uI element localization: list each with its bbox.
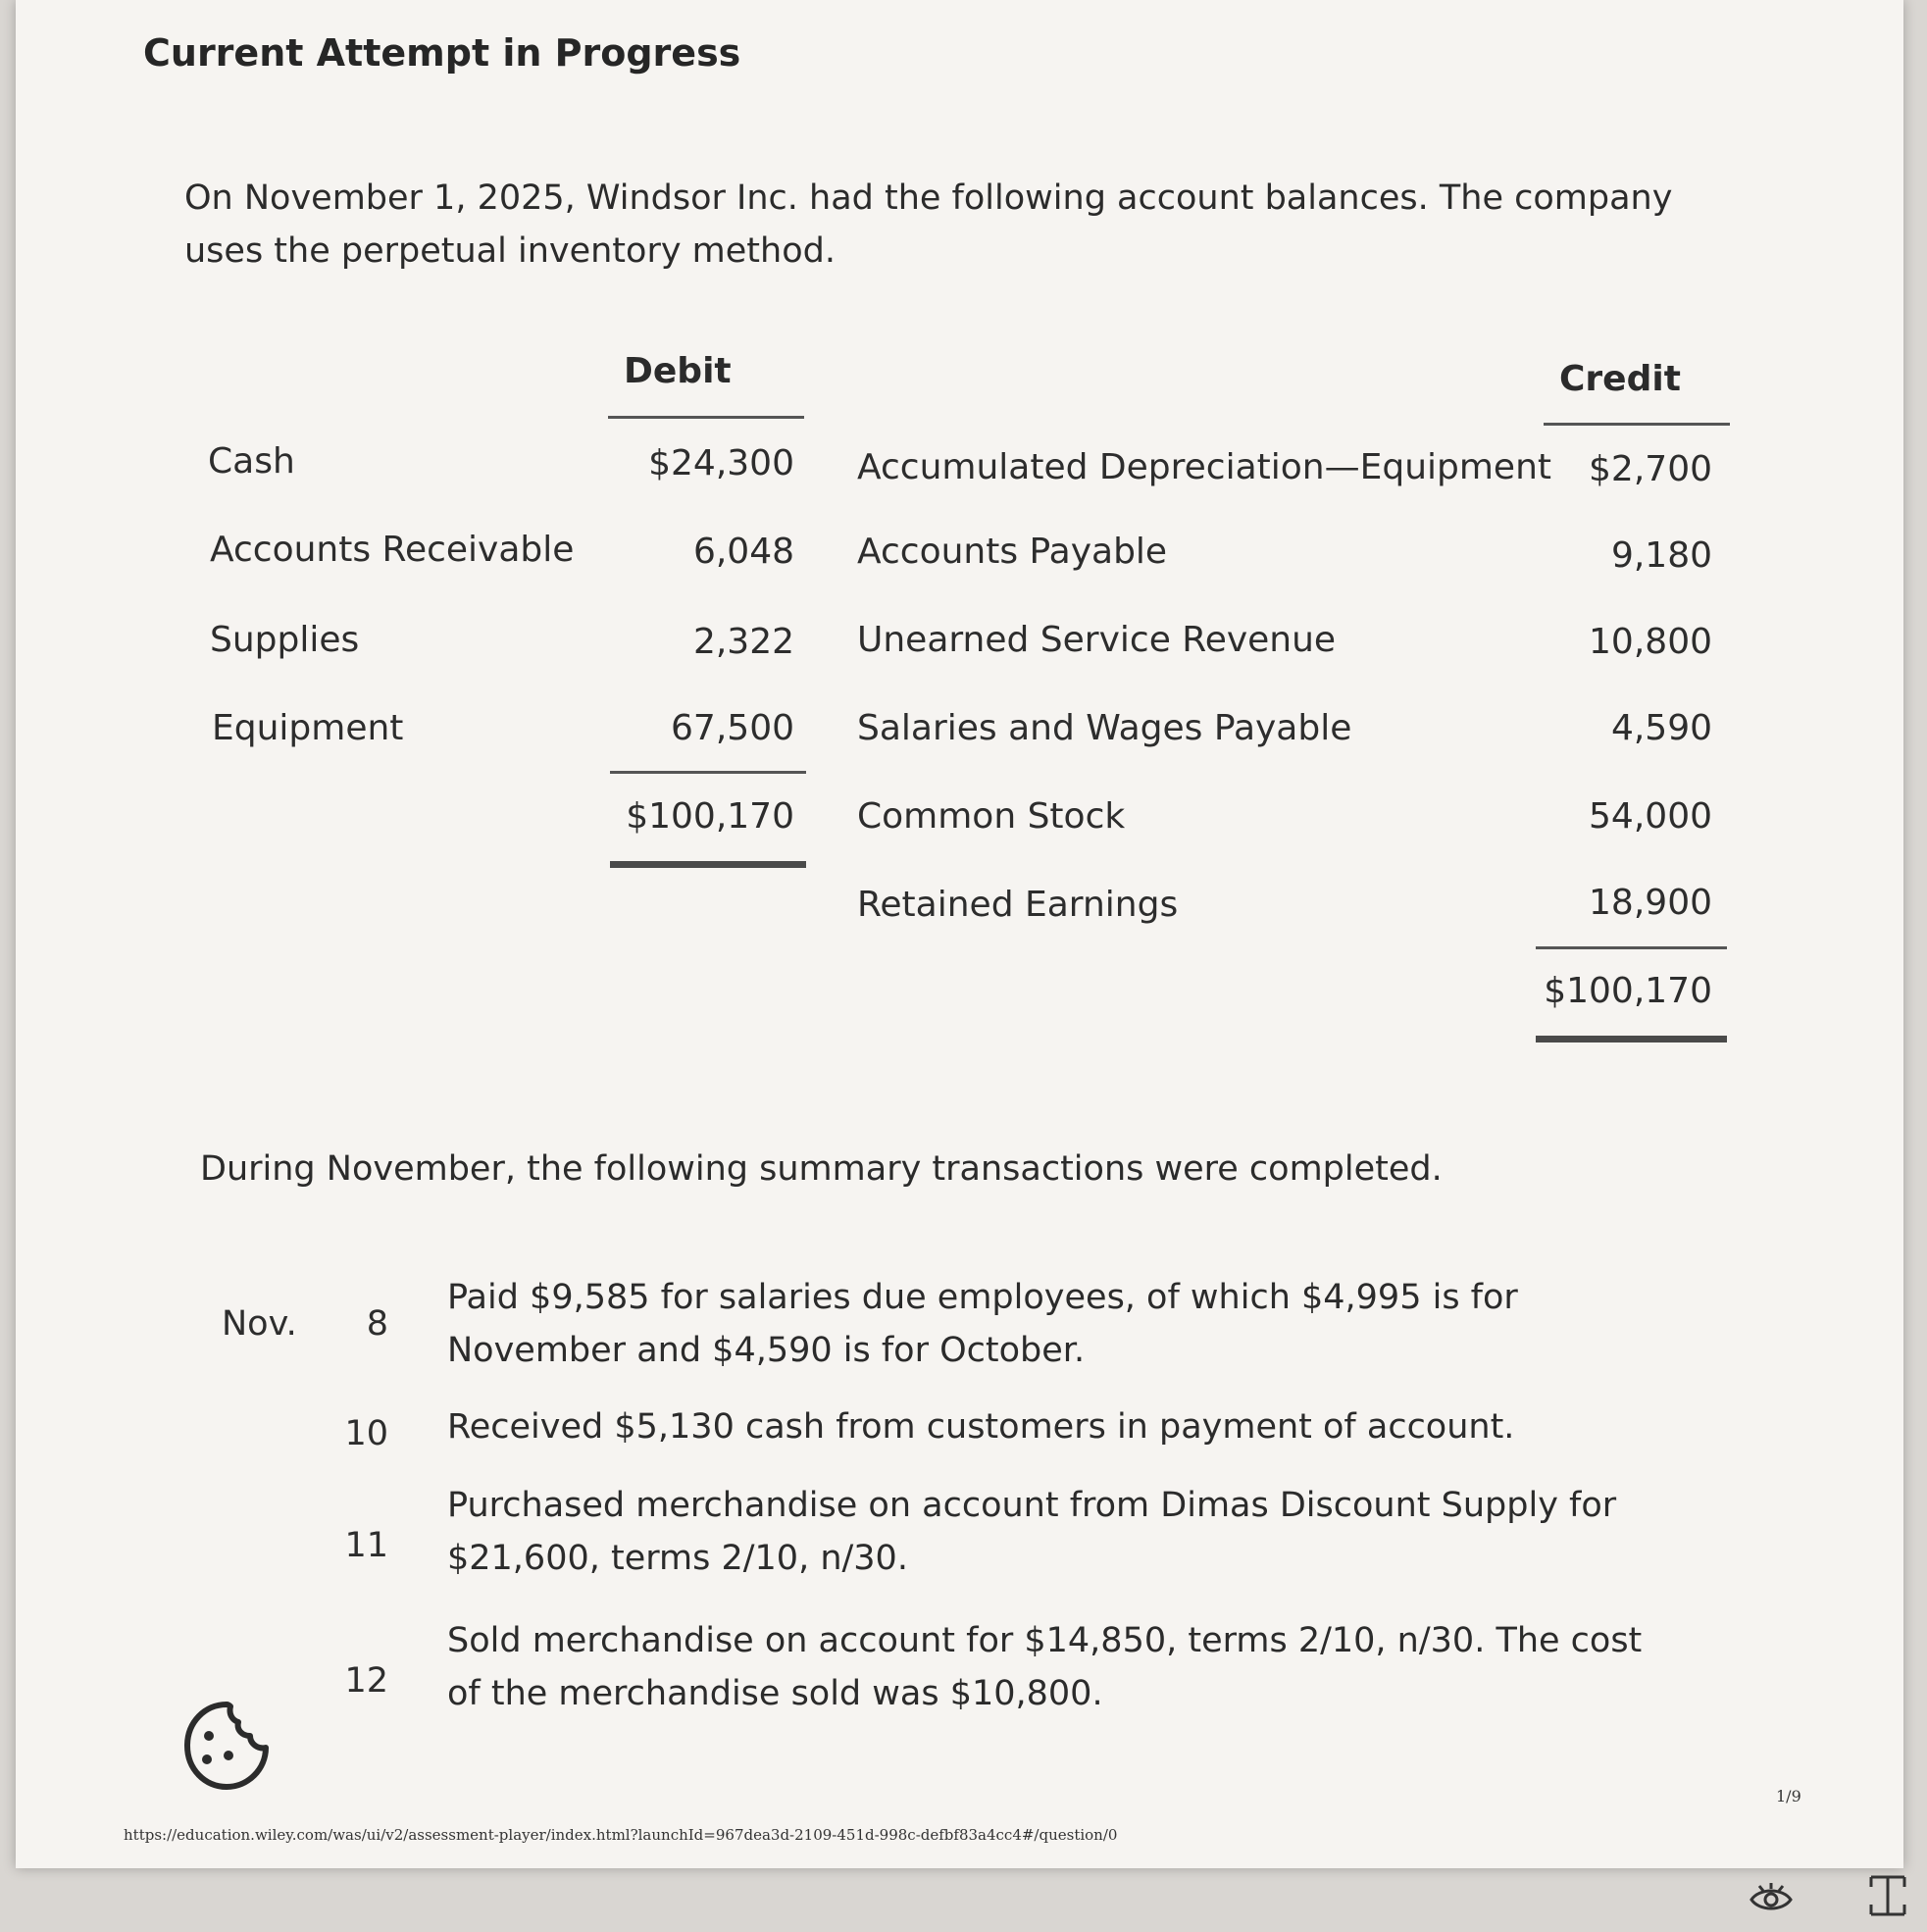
credit-account-payable: Accounts Payable bbox=[857, 532, 1168, 572]
credit-amount-payable: 9,180 bbox=[1610, 535, 1712, 576]
footer-url: https://education.wiley.com/was/ui/v2/assessment-player/index.html?launchId=967dea3d-2109-451d-998c-defbf83a4cc4#/question/0 bbox=[124, 1826, 1118, 1844]
footer-page-number: 1/9 bbox=[1776, 1787, 1801, 1805]
transaction-month: Nov. bbox=[222, 1304, 297, 1344]
credit-total-rule bbox=[1536, 946, 1727, 949]
debit-header: Debit bbox=[624, 351, 732, 391]
intro-paragraph: On November 1, 2025, Windsor Inc. had the following account balances. The company uses the perpetual inventory method. bbox=[184, 178, 1673, 271]
transaction-text: Sold merchandise on account for $14,850, terms 2/10, n/30. The cost of the merchandise sold was $10,800. bbox=[447, 1621, 1643, 1713]
debit-account-equipment: Equipment bbox=[212, 708, 404, 748]
document-page bbox=[16, 0, 1903, 1868]
transaction-text: Purchased merchandise on account from Dimas Discount Supply for $21,600, terms 2/10, n/30. bbox=[447, 1486, 1617, 1578]
debit-account-supplies: Supplies bbox=[210, 620, 360, 660]
transaction-text: Paid $9,585 for salaries due employees, of which $4,995 is for November and $4,590 is for October. bbox=[447, 1278, 1518, 1370]
credit-total: $100,170 bbox=[1544, 971, 1712, 1011]
eye-icon[interactable] bbox=[1748, 1878, 1795, 1917]
credit-account-accum-dep: Accumulated Depreciation—Equipment bbox=[857, 447, 1552, 487]
transaction-text: Received $5,130 cash from customers in payment of account. bbox=[447, 1407, 1515, 1447]
credit-amount-retained-earnings: 18,900 bbox=[1589, 883, 1712, 923]
credit-account-common-stock: Common Stock bbox=[857, 796, 1126, 837]
transaction-day: 11 bbox=[344, 1526, 388, 1565]
debit-total-double-rule bbox=[610, 861, 806, 868]
transaction-day: 12 bbox=[344, 1661, 388, 1701]
credit-header: Credit bbox=[1559, 359, 1681, 399]
credit-amount-common-stock: 54,000 bbox=[1589, 796, 1712, 837]
transactions-intro: During November, the following summary transactions were completed. bbox=[200, 1149, 1443, 1189]
credit-header-rule bbox=[1544, 423, 1730, 426]
cookie-icon[interactable] bbox=[177, 1697, 276, 1795]
debit-amount-equipment: 67,500 bbox=[671, 708, 794, 748]
debit-header-rule bbox=[608, 416, 804, 419]
debit-amount-supplies: 2,322 bbox=[692, 622, 794, 662]
transaction-day: 10 bbox=[344, 1414, 388, 1453]
debit-total: $100,170 bbox=[626, 796, 794, 837]
debit-account-receivable: Accounts Receivable bbox=[210, 530, 575, 570]
bracket-tool-icon[interactable] bbox=[1863, 1871, 1912, 1920]
debit-amount-cash: $24,300 bbox=[648, 443, 794, 483]
credit-total-double-rule bbox=[1536, 1036, 1727, 1042]
debit-account-cash: Cash bbox=[208, 441, 295, 482]
credit-amount-accum-dep: $2,700 bbox=[1589, 449, 1712, 489]
debit-amount-receivable: 6,048 bbox=[692, 532, 794, 572]
debit-total-rule bbox=[610, 771, 806, 774]
page-heading: Current Attempt in Progress bbox=[143, 31, 741, 75]
credit-account-salaries-payable: Salaries and Wages Payable bbox=[857, 708, 1352, 748]
credit-amount-salaries-payable: 4,590 bbox=[1610, 708, 1712, 748]
credit-amount-unearned: 10,800 bbox=[1589, 622, 1712, 662]
credit-account-unearned: Unearned Service Revenue bbox=[857, 620, 1337, 660]
credit-account-retained-earnings: Retained Earnings bbox=[857, 885, 1179, 925]
transaction-day: 8 bbox=[366, 1304, 388, 1344]
